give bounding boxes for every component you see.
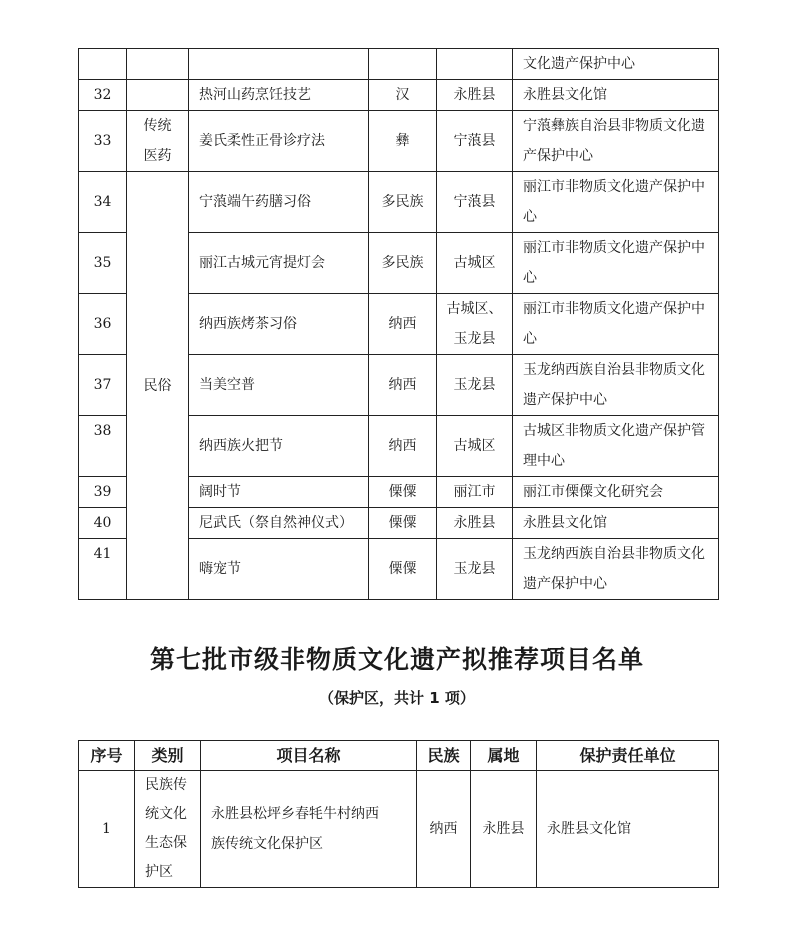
column-header: 属地: [471, 741, 537, 771]
unit-cell: 丽江市傈僳文化研究会: [513, 477, 719, 508]
ethnic-group: 傈僳: [369, 539, 437, 600]
locality: 宁蒗县: [437, 111, 513, 172]
project-name: 姜氏柔性正骨诊疗法: [189, 111, 369, 172]
unit-cell: 永胜县文化馆: [513, 508, 719, 539]
ethnic-group: 纳西: [369, 416, 437, 477]
row-number: 1: [79, 771, 135, 888]
table-header-row: [79, 741, 719, 771]
locality: 古城区: [437, 233, 513, 294]
locality: 玉龙县: [437, 539, 513, 600]
table-row: [79, 771, 719, 888]
ethnic-group: 纳西: [369, 294, 437, 355]
row-number: 38: [79, 416, 127, 477]
ethnic-group: 纳西: [417, 771, 471, 888]
category-line: 护区: [145, 864, 173, 880]
locality: 丽江市: [437, 477, 513, 508]
ethnic-group: 多民族: [369, 233, 437, 294]
row-number: 36: [79, 294, 127, 355]
project-name-line: 永胜县松坪乡春牦牛村纳西: [211, 806, 379, 822]
project-name: 热河山药烹饪技艺: [189, 80, 369, 111]
unit-cell: 永胜县文化馆: [537, 771, 719, 888]
table-row: [79, 80, 719, 111]
ethnic-group: 多民族: [369, 172, 437, 233]
locality-line: 玉龙县: [453, 331, 496, 347]
protection-zone-table: [78, 740, 719, 888]
category-cell: 民俗: [127, 172, 189, 600]
table-row: [79, 111, 719, 172]
column-header: 保护责任单位: [537, 741, 719, 771]
project-name: 嗨宠节: [189, 539, 369, 600]
locality: 玉龙县: [437, 355, 513, 416]
project-name: 纳西族烤茶习俗: [189, 294, 369, 355]
row-number: 33: [79, 111, 127, 172]
category-cell: [127, 111, 189, 172]
unit-cell: 丽江市非物质文化遗产保护中心: [513, 172, 719, 233]
locality: [437, 294, 513, 355]
unit-cell: 玉龙纳西族自治县非物质文化遗产保护中心: [513, 355, 719, 416]
ethnic-group: 傈僳: [369, 508, 437, 539]
locality: 宁蒗县: [437, 172, 513, 233]
project-name: 尼武氏（祭自然神仪式）: [189, 508, 369, 539]
locality: 永胜县: [437, 508, 513, 539]
project-name: 当美空普: [189, 355, 369, 416]
locality: 古城区: [437, 416, 513, 477]
unit-cell: 玉龙纳西族自治县非物质文化遗产保护中心: [513, 539, 719, 600]
project-list-table: [78, 48, 719, 600]
ethnic-group: 彝: [369, 111, 437, 172]
category-cell: [135, 771, 201, 888]
unit-cell: 丽江市非物质文化遗产保护中心: [513, 294, 719, 355]
unit-cell: 永胜县文化馆: [513, 80, 719, 111]
column-header: 项目名称: [201, 741, 417, 771]
project-name: 丽江古城元宵提灯会: [189, 233, 369, 294]
page-subtitle: （保护区，共计 1 项）: [319, 689, 475, 707]
ethnic-group: 汉: [369, 80, 437, 111]
table-row: [79, 49, 719, 80]
ethnic-group: 傈僳: [369, 477, 437, 508]
project-name-line: 族传统文化保护区: [211, 836, 323, 852]
category-line: 民族传: [145, 777, 187, 793]
project-name: 阔时节: [189, 477, 369, 508]
column-header: 类别: [135, 741, 201, 771]
page-title: 第七批市级非物质文化遗产拟推荐项目名单: [149, 645, 644, 674]
unit-cell: 文化遗产保护中心: [513, 49, 719, 80]
locality: 永胜县: [471, 771, 537, 888]
category-line: 统文化: [145, 806, 187, 822]
row-number: 35: [79, 233, 127, 294]
unit-cell: 宁蒗彝族自治县非物质文化遗产保护中心: [513, 111, 719, 172]
project-name: 纳西族火把节: [189, 416, 369, 477]
row-number: 34: [79, 172, 127, 233]
ethnic-group: 纳西: [369, 355, 437, 416]
unit-cell: 古城区非物质文化遗产保护管理中心: [513, 416, 719, 477]
category-line: 传统: [143, 118, 172, 134]
category-line: 医药: [143, 148, 172, 164]
locality-line: 古城区、: [446, 301, 503, 317]
unit-cell: 丽江市非物质文化遗产保护中心: [513, 233, 719, 294]
category-line: 生态保: [145, 835, 187, 851]
project-name: 宁蒗端午药膳习俗: [189, 172, 369, 233]
locality: 永胜县: [437, 80, 513, 111]
project-name: [201, 771, 417, 888]
row-number: 39: [79, 477, 127, 508]
column-header: 民族: [417, 741, 471, 771]
row-number: 40: [79, 508, 127, 539]
row-number: 37: [79, 355, 127, 416]
column-header: 序号: [79, 741, 135, 771]
row-number: 41: [79, 539, 127, 600]
row-number: 32: [79, 80, 127, 111]
table-row: [79, 172, 719, 233]
